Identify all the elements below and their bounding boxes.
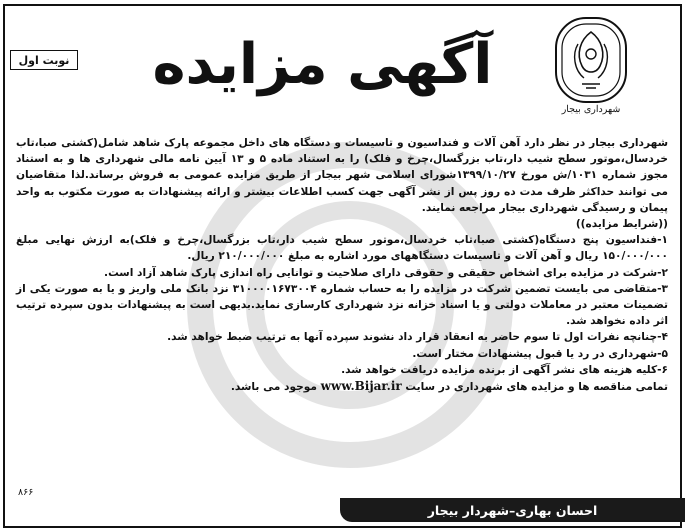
closing-line bbox=[16, 378, 668, 395]
signature-bar: احسان بهاری–شهردار بیجار bbox=[340, 498, 685, 522]
round-badge: نوبت اول bbox=[10, 50, 78, 70]
reference-number: ۸۶۶ bbox=[18, 487, 34, 498]
notice-title: آگهی مزایده bbox=[152, 32, 493, 97]
condition-4: ۴-چنانچه نفرات اول تا سوم حاضر به انعقاد قرار داد نشوند سپرده آنها به ترتیب ضبط خواهد شد. bbox=[167, 331, 668, 344]
conditions-title: ((شرایط مزایده)) bbox=[575, 218, 668, 231]
condition-2: ۲-شرکت در مزایده برای اشخاص حقیقی و حقوقی دارای صلاحیت و توانایی راه اندازی پارک شاهد آزاد است. bbox=[104, 266, 668, 279]
logo-caption: شهرداری بیجار bbox=[561, 104, 621, 115]
closing-text: تمامی مناقصه ها و مزایده های شهرداری در سایت bbox=[405, 381, 668, 394]
notice-body bbox=[16, 135, 668, 395]
intro-paragraph: شهرداری بیجار در نظر دارد آهن آلات و فنداسیون و تاسیسات و دستگاه های داخل مجموعه پارک شاهد شامل(کشتی صبا،تاب خردسال،موتور سطح شیب دار،تاب بزرگسال،چرخ و فلک) را به استناد ماده ۵ و ۱۳ آیین نامه مالی شهرداری ها و به استناد مجوز شماره ۱۰۳۱/ش مورخ ۱۳۹۹/۱۰/۲۷شورای اسلامی شهر بیجار از طریق مزایده عمومی به فروش برساند.لذا متقاضیان می توانند حداکثر ظرف مدت ده روز پس از نشر آگهی جهت کسب اطلاعات بیشتر و ارائه پیشنهادات به صورت مکتوب به واحد پیمان و رسیدگی شهرداری بیجار مراجعه نمایند. bbox=[16, 137, 668, 214]
condition-6: ۶-کلیه هزینه های نشر آگهی از برنده مزایده دریافت خواهد شد. bbox=[341, 363, 668, 376]
municipality-logo bbox=[552, 14, 630, 124]
condition-1: ۱-فنداسیون پنج دستگاه(کشتی صبا،تاب خردسال،موتور سطح شیب دار،تاب بزرگسال،چرخ و فلک)به ارزش نهایی مبلغ ۱۵۰/۰۰۰/۰۰۰ ریال و آهن آلات و تاسیسات دستگاههای مورد اشاره به مبلغ ۲۱۰/۰۰۰/۰۰۰ ریال. bbox=[16, 234, 668, 263]
condition-5: ۵-شهرداری در رد یا قبول پیشنهادات مختار است. bbox=[412, 347, 668, 360]
website-link[interactable]: www.Bijar.ir bbox=[320, 379, 402, 394]
condition-3: ۳-متقاضی می بایست تضمین شرکت در مزایده را به حساب شماره ۳۱۰۰۰۰۱۶۷۳۰۰۴ نزد بانک ملی واریز و یا به صورت یکی از تضمینات معتبر در معاملات دولتی و یا اسناد خزانه نزد شهرداری کارسازی نماید.بدیهی است به پیشنهادات بدون سپرده ترتیب اثر داده نخواهد شد. bbox=[16, 282, 668, 328]
bijar-emblem-icon bbox=[552, 14, 630, 106]
closing-suffix: موجود می باشد. bbox=[230, 381, 317, 394]
